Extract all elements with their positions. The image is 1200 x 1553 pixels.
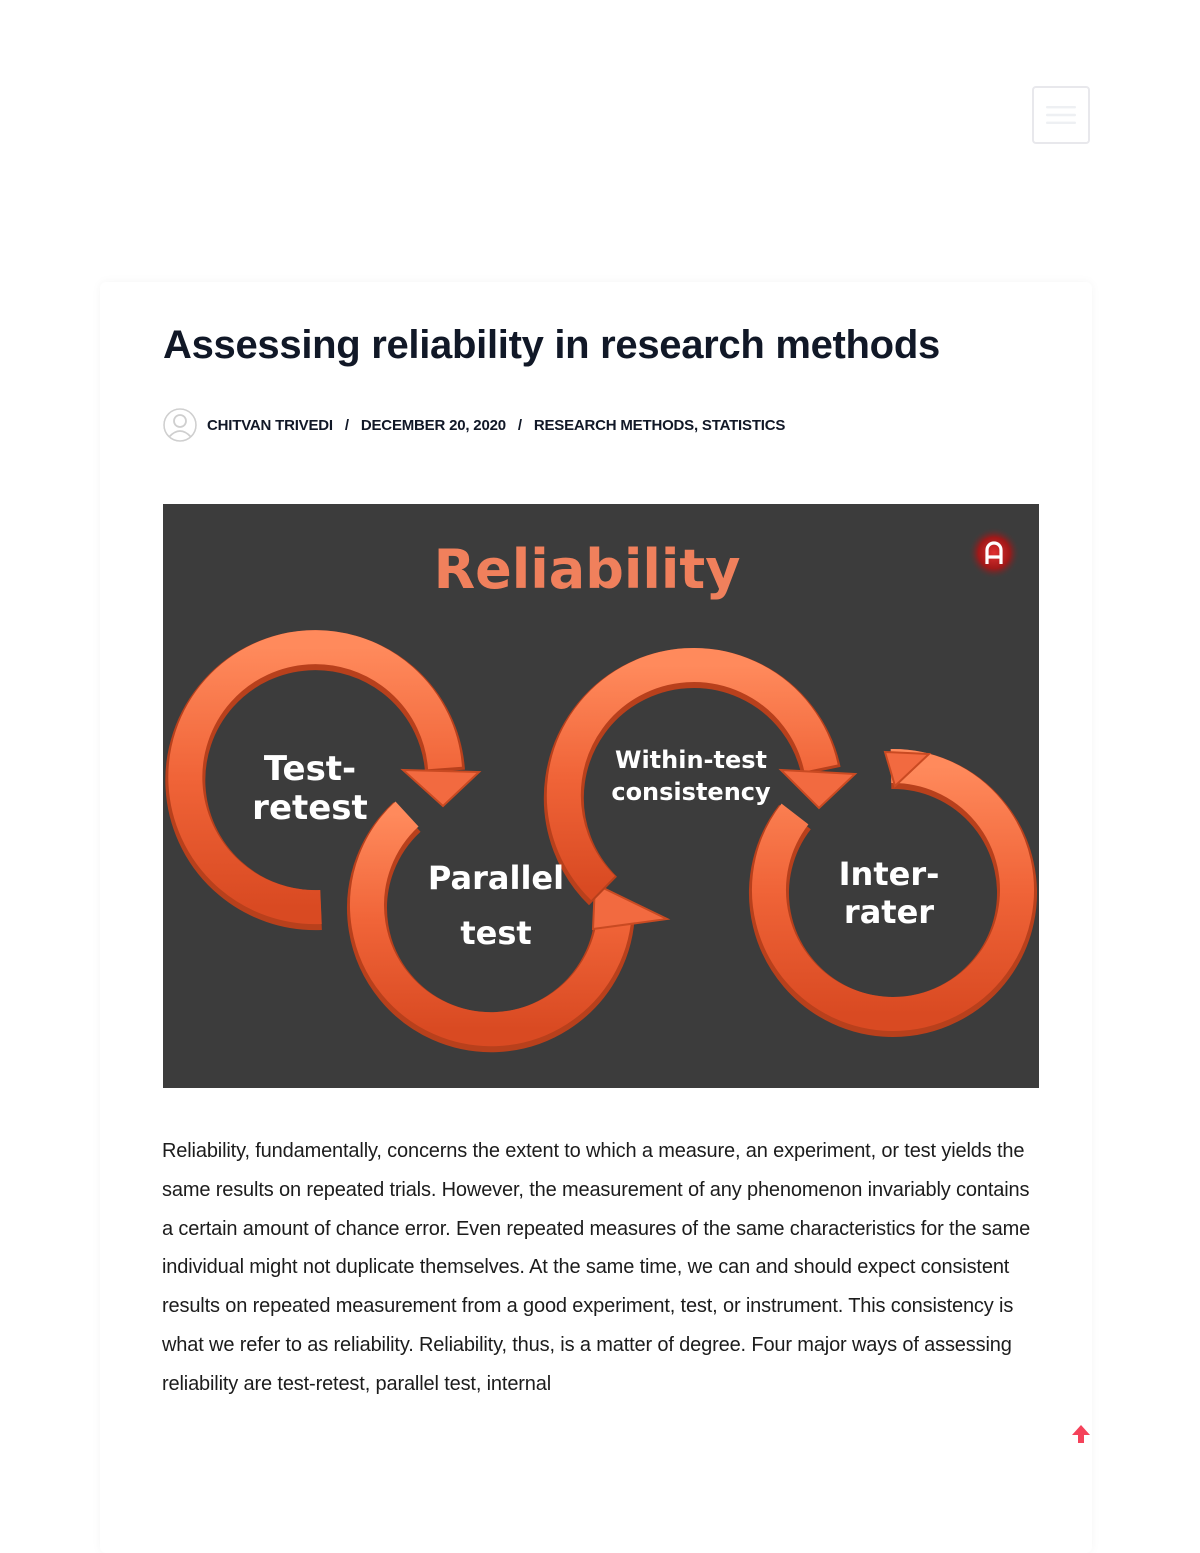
within-test-label-line1: Within-test: [614, 746, 768, 774]
parallel-test-label-line2: test: [460, 914, 532, 952]
post-body-paragraph: Reliability, fundamentally, concerns the extent to which a measure, an experiment, or test yields the same results on repeated trials. However, the measurement of any phenomenon invariably contains a certain amount of chance error. Even repeated measures of the same characteristics for the same individual might not duplicate themselves. At the same time, we can and should expect consistent results on repeated measurement from a good experiment, test, or instrument. This consistency is what we refer to as reliability. Reliability, thus, is a matter of degree. Four major ways of assessing reliability are test-retest, parallel test, internal: [162, 1140, 1031, 1395]
post-categories-link[interactable]: RESEARCH METHODS, STATISTICS: [533, 416, 786, 434]
featured-image-heading: Reliability: [433, 538, 741, 601]
inter-rater-label-line2: rater: [843, 893, 935, 931]
brand-logo-icon: [968, 527, 1020, 579]
test-retest-label-line2: retest: [252, 788, 368, 828]
parallel-test-label-line1: Parallel: [427, 859, 565, 897]
meta-separator: /: [517, 416, 522, 434]
inter-rater-label-line1: Inter-: [838, 855, 940, 893]
menu-toggle-button[interactable]: [1032, 86, 1090, 144]
featured-image: [163, 504, 1039, 1088]
post-meta: [163, 408, 785, 442]
post-date: DECEMBER 20, 2020: [360, 416, 506, 434]
author-avatar-icon[interactable]: [163, 408, 197, 442]
test-retest-label-line1: Test-: [263, 749, 357, 789]
hamburger-menu-icon: [1046, 104, 1076, 126]
arrow-up-icon[interactable]: [1070, 1423, 1092, 1445]
author-link[interactable]: CHITVAN TRIVEDI: [207, 416, 333, 434]
within-test-label-line2: consistency: [611, 778, 771, 806]
meta-separator: /: [344, 416, 349, 434]
post-title: Assessing reliability in research methods: [163, 323, 940, 367]
